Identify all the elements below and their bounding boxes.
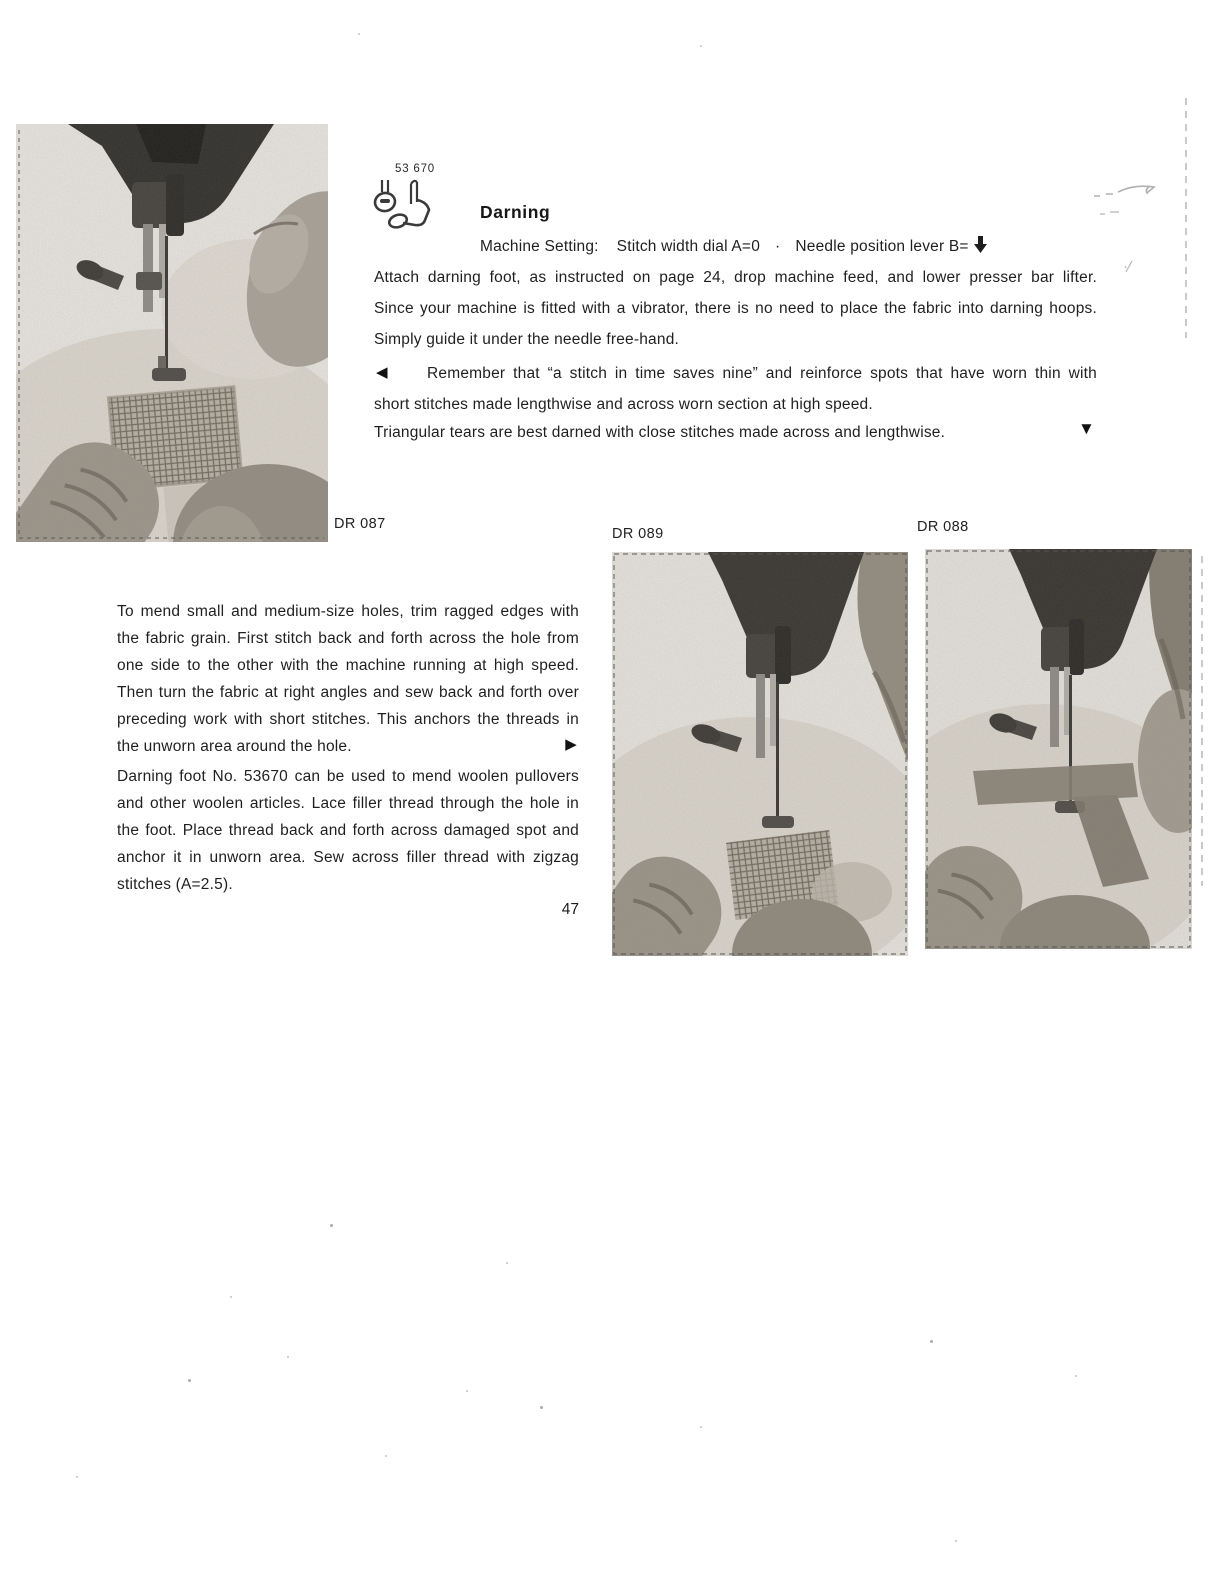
scan-speck xyxy=(466,1390,468,1392)
figure-label-dr089: DR 089 xyxy=(612,526,664,542)
stitch-width-setting: Stitch width dial A=0 xyxy=(616,238,761,255)
text-line: Triangular tears are best darned with close stitches made across and lengthwise. xyxy=(374,424,946,441)
sewing-machine-darning-photo xyxy=(925,549,1192,949)
remember-paragraph xyxy=(374,358,1097,420)
machine-setting-row xyxy=(480,234,987,256)
setting-separator-dot: · xyxy=(775,238,781,255)
scan-speck xyxy=(540,1406,543,1409)
page-number: 47 xyxy=(561,901,579,918)
scan-speck xyxy=(358,33,360,35)
scan-speck xyxy=(955,1540,957,1542)
scan-speck xyxy=(385,1455,387,1457)
triangular-paragraph xyxy=(374,417,1097,448)
accessory-part-number: 53 670 xyxy=(395,163,435,175)
page-title: Darning xyxy=(480,202,551,222)
figure-label-dr088: DR 088 xyxy=(917,519,969,535)
text-line: To mend small and medium-size holes, trim ragged edges with xyxy=(117,603,579,620)
text-line: stitches (A=2.5). xyxy=(117,876,233,893)
scan-speck xyxy=(700,1426,702,1428)
scan-edge-dashes xyxy=(1185,98,1187,338)
down-triangle-marker: ▼ xyxy=(1077,419,1095,438)
figure-photo-dr089 xyxy=(612,552,908,956)
left-triangle-marker: ◀ xyxy=(376,364,388,381)
sewing-machine-darning-photo xyxy=(612,552,908,956)
mending-paragraph xyxy=(117,598,579,760)
needle-down-arrow-icon xyxy=(974,236,987,253)
scan-speck xyxy=(287,1356,289,1358)
scan-speck xyxy=(700,45,702,47)
scan-speck xyxy=(76,1476,78,1478)
machine-setting-label: Machine Setting: xyxy=(480,238,599,255)
text-line: one side to the other with the machine running at high speed. xyxy=(117,657,579,674)
scan-smudge xyxy=(1090,178,1162,226)
scan-edge-dashes xyxy=(1201,556,1203,886)
figure-label-dr087: DR 087 xyxy=(334,516,386,532)
text-line: and other woolen articles. Lace filler thread through the hole in xyxy=(117,795,579,812)
figure-photo-dr088 xyxy=(925,549,1192,949)
text-line: Remember that “a stitch in time saves nine” and reinforce spots that have worn thin with xyxy=(427,365,1097,382)
text-line: short stitches made lengthwise and across worn section at high speed. xyxy=(374,396,873,413)
figure-photo-dr087 xyxy=(16,124,328,542)
text-line: Then turn the fabric at right angles and sew back and forth over xyxy=(117,684,579,701)
scan-speck xyxy=(930,1340,933,1343)
scan-speck xyxy=(188,1379,191,1382)
darning-foot-paragraph xyxy=(117,763,579,898)
text-line: anchor it in unworn area. Sew across filler thread with zigzag xyxy=(117,849,579,866)
needle-position-setting: Needle position lever B= xyxy=(795,238,969,255)
scan-mark xyxy=(1124,260,1136,274)
darning-foot-icon xyxy=(372,177,440,229)
right-triangle-marker: ▶ xyxy=(565,736,577,753)
text-line: Attach darning foot, as instructed on page 24, drop machine feed, and lower presser bar lifter. xyxy=(374,269,1097,286)
text-line: preceding work with short stitches. This anchors the threads in xyxy=(117,711,579,728)
scan-speck xyxy=(1075,1375,1077,1377)
text-line: the foot. Place thread back and forth across damaged spot and xyxy=(117,822,579,839)
text-line: Simply guide it under the needle free-hand. xyxy=(374,331,680,348)
scan-speck xyxy=(230,1296,232,1298)
scan-speck xyxy=(330,1224,333,1227)
text-line: the unworn area around the hole. xyxy=(117,738,352,755)
text-line: Since your machine is fitted with a vibrator, there is no need to place the fabric into darning hoops. xyxy=(374,300,1097,317)
text-line: the fabric grain. First stitch back and forth across the hole from xyxy=(117,630,579,647)
intro-paragraph xyxy=(374,262,1097,355)
sewing-machine-darning-photo xyxy=(16,124,328,542)
text-line: Darning foot No. 53670 can be used to mend woolen pullovers xyxy=(117,768,579,785)
scan-speck xyxy=(506,1262,508,1264)
